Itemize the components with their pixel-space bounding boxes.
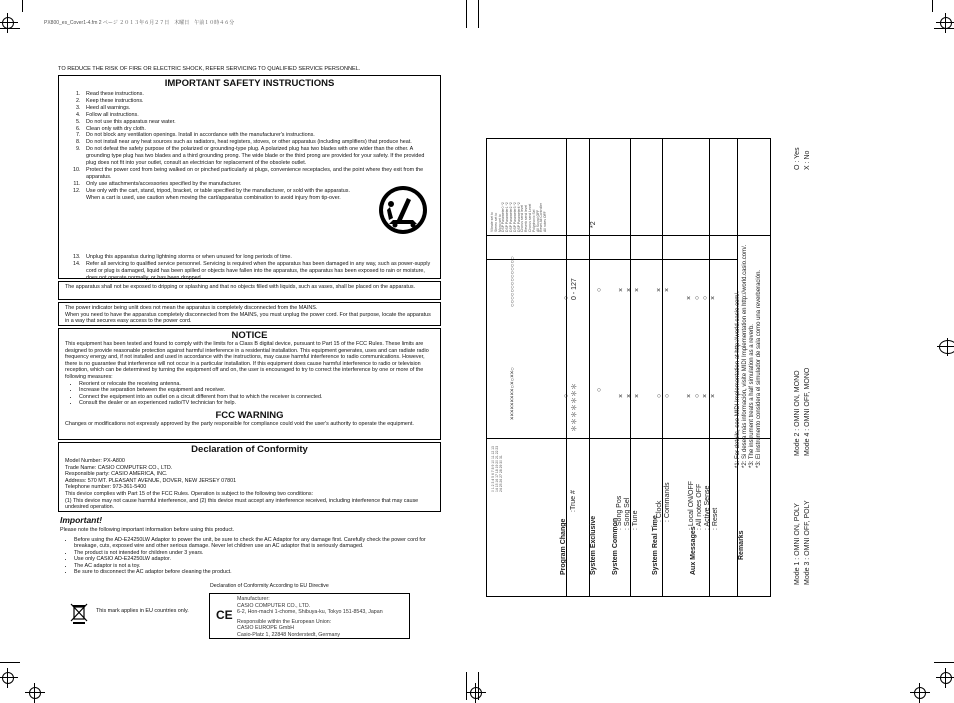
legend-yes: O : Yes [794,147,801,170]
safety-item: 12. Use only with the cart, stand, tripod, bracket, or table specified by the manufacturer, or sold with the apparatus. When a cart is used, use caution when moving the cart/apparatus combination to avoid injury from tip-over. [82,188,434,202]
safety-item: 4. Follow all instructions. [82,112,434,119]
midi-tx-common: × × × [618,393,641,398]
eu-heading: Declaration of Conformity According to EU Directive [210,583,329,589]
midi-tx-program: ○ [563,393,570,398]
crop-mark-bottom-inner-left [25,683,45,703]
power-indicator-box [58,302,441,326]
important-bullet: • Before using the AD-E24250LW Adaptor to power the unit, be sure to check the AC Adaptor for any damage first. Carefully check the power cord for breakage, cuts, exposed wire and other serious damage. Never let children use an AC adaptor that is seriously damaged. [74,537,441,550]
crossed-bin-icon [70,603,88,625]
safety-item: 2. Keep these instructions. [82,98,434,105]
safety-instructions-box [58,75,441,279]
declaration-title: Declaration of Conformity [191,444,308,455]
midi-rx-realtime: × × [656,287,671,292]
registration-mark-right [939,340,954,354]
midi-tx-realtime: ○ ○ [656,393,671,398]
safety-item: 3. Heed all warnings. [82,105,434,112]
midi-rx-sysex: ○ [596,287,603,292]
midi-remark-2: *2: Si desea más información, visite MIDI Implementation en http://world.casio.com/. [742,244,748,468]
declaration-line: Model Number: PX-A800 [65,458,125,464]
safety-title: IMPORTANT SAFETY INSTRUCTIONS [164,78,335,89]
safety-item: 14. Refer all servicing to qualified service personnel. Servicing is required when the apparatus has been damaged in any way, such as power-supply cord or plug is damaged, liquid has been spilled or objects have fallen into the apparatus, the apparatus has been exposed to rain or moisture, does not operate normally, or has been dropped. [82,261,434,282]
weee-area [62,593,202,631]
crop-mark-bottom-right [936,668,954,688]
trim-line [22,0,23,12]
safety-item: 7. Do not block any ventilation openings. Install in accordance with the manufacturer's instructions. [82,132,434,139]
declaration-line: Trade Name: CASIO COMPUTER CO., LTD. [65,464,173,471]
responsible-label: Responsible within the European Union: [237,618,332,625]
important-bullet: • Be sure to disconnect the AC adaptor before cleaning the product. [74,569,441,576]
safety-item: 5. Do not use this apparatus near water. [82,119,434,126]
midi-label-system-exclusive: System Exclusive [590,515,597,575]
midi-label-system-common: System Common [612,517,619,575]
trim-line [478,0,479,28]
notice-bullets [65,381,434,407]
responsible-address: Casio-Platz 1, 22848 Norderstedt, Germany [237,631,341,638]
mode-4: Mode 4 : OMNI OFF, MONO [804,367,811,456]
safety-item: 13. Unplug this apparatus during lightning storms or when unused for long periods of time. [82,254,434,261]
mode-1: Mode 1 : OMNI ON, POLY [794,503,801,585]
trim-line [466,0,467,28]
midi-label-aux-messages: Aux Messages [690,526,697,575]
midi-rx-aux: × ○ ○ × [686,295,717,300]
safety-item: 8. Do not install near any heat sources such as radiators, heat registers, stoves, or other apparatus (including amplifiers) that produce heat. [82,139,434,146]
safety-item: 1. Read these instructions. [82,91,434,98]
weee-text: This mark applies in EU countries only. [96,608,189,614]
important-bullet: • The product is not intended for children under 3 years. [74,550,441,557]
power-indicator-line-2: When you need to have the apparatus completely disconnected from the MAINS, you must unplug the power cord. For that purpose, locate the apparatus in a way that secures easy access to the power cord. [65,311,431,325]
midi-rx-controls: ○○○○○○○○○○○○○○ [510,256,516,307]
midi-tx-sysex: ○ [596,387,603,392]
midi-divider [487,235,770,236]
midi-star-2: *2 [590,221,597,228]
power-indicator-line-1: The power indicator being unlit does not mean the apparatus is completely disconnected from the MAINS. [65,305,318,311]
trim-line [0,662,20,663]
crop-mark-top-left [0,13,18,33]
ce-mark: CE [216,608,233,622]
important-intro: Please note the following important information before using this product. [60,527,235,533]
midi-row-line [662,139,663,596]
midi-rx-program: ○ 0 - 127 [563,278,578,300]
crop-mark-bottom-center [466,683,486,703]
safety-list-continued [65,254,434,282]
declaration-lines [65,458,434,511]
top-warning: TO REDUCE THE RISK OF FIRE OR ELECTRIC SHOCK, REFER SERVICING TO QUALIFIED SERVICE PERSONNEL. [58,66,361,72]
midi-rx-common: × × × [618,287,641,292]
trim-line [478,672,479,700]
important-bullets [60,537,441,576]
midi-label-remarks: Remarks [738,530,745,560]
safety-item: 6. Clean only with dry cloth. [82,126,434,133]
important-bullet: • Use only CASIO AD-E24250LW adaptor. [74,556,441,563]
dripping-text: The apparatus shall not be exposed to dripping or splashing and that no objects filled with liquids, such as vases, shall be placed on the apparatus. [65,284,416,290]
midi-tx-controls: ×××××××××○×○××○ [510,367,516,420]
midi-sub-true: :True # [570,490,577,512]
dripping-box [58,281,441,300]
manufacturer-label: Manufacturer: [237,596,270,602]
legend-no: X : No [804,150,811,170]
important-section [60,515,441,576]
midi-label-system-real-time: System Real Time [652,515,659,575]
midi-tx-aux: × ○ × × [686,393,717,398]
trim-line [934,28,954,29]
notice-bullet: • Increase the separation between the equipment and receiver. [79,387,434,394]
eu-manufacturer-text [237,596,383,639]
midi-controller-numbers: 0 1 2 3 4 5 6 7 8 9 10 11 12 13 14 15 16 17 18 19 20 21 22 23 24 25 26 27 28 29 30 31 [491,445,503,492]
cart-warning-icon [377,184,435,236]
notice-bullet: • Reorient or relocate the receiving antenna. [79,381,434,388]
safety-item: 10. Protect the power cord from being walked on or pinched particularly at plugs, convenience receptacles, and the point where they exit from the apparatus. [82,167,434,181]
fcc-title: FCC WARNING [215,409,284,421]
crop-mark-top-right [936,13,954,33]
eu-manufacturer-box [209,593,410,639]
declaration-line: Telephone number: 973-361-5400 [65,484,147,491]
important-bullet: • The AC adaptor is not a toy. [74,563,441,570]
important-title: Important! [60,515,103,525]
trim-line [466,672,467,700]
midi-remark-3: *3: The instrument treats a half simulation as a reverb. [749,324,755,468]
midi-label-program-change: Program Change [560,518,567,575]
midi-controller-names: Vibrate set to Stereo set to Mono set to DSP Parameter0 *2 DSP Parameter1 *2 DSP Parameter2 *2 DSP Parameter3 *2 DSP Parameter4 *2 Chorus send level Reverb send level Chorus send Level Polyphonic Sel All Sound OFF Reset All Controller All notes OFF [490,202,548,232]
manufacturer-address: 6-2, Hon-machi 1-chome, Shibuya-ku, Tokyo 151-8543, Japan [237,609,383,616]
mode-2: Mode 2 : OMNI ON, MONO [794,370,801,456]
notice-bullet: • Consult the dealer or an experienced radio/TV technician for help. [79,400,434,407]
notice-body: This equipment has been tested and found to comply with the limits for a Class B digital device, pursuant to Part 15 of the FCC Rules. These limits are designed to provide reasonable protection against harmful interference in a residential installation. This equipment generates, uses and can radiate radio frequency energy and, if not installed and used in accordance with the instructions, may cause harmful interference to radio communications. However, there is no guarantee that interference will not occur in a particular installation. If this equipment does cause harmful interference to radio or television reception, which can be determined by turning the equipment off and on, the user is encouraged to try to correct the interference by one or more of the following measures: [65,341,429,380]
midi-tx-program-stars: ＊＊＊＊＊＊＊ [571,383,578,432]
midi-sub-aux: : Local ON/OFF : All notes OFF : Active Sense : Reset [688,480,719,530]
fcc-body: Changes or modifications not expressly approved by the party responsible for compliance could void the user's authority to operate the equipment. [65,420,414,427]
manufacturer-name: CASIO COMPUTER CO., LTD. [237,602,311,609]
crop-mark-bottom-left [0,668,18,688]
trim-line [932,0,933,12]
declaration-line: Address: 570 MT. PLEASANT AVENUE, DOVER, NEW JERSEY 07801 [65,477,237,484]
safety-item: 9. Do not defeat the safety purpose of the polarized or grounding-type plug. A polarized plug has two blades with one wider than the other. A grounding type plug has two blades and a third grounding prong. The wide blade or the third prong are provided for your safety. If the provided plug does not fit into your outlet, consult an electrician for replacement of the obsolete outlet. [82,146,434,167]
trim-line [934,662,954,663]
safety-item: 11. Only use attachments/accessories specified by the manufacturer. [82,181,434,188]
declaration-line: This device complies with Part 15 of the FCC Rules. Operation is subject to the following two conditions: [65,490,314,497]
midi-sub-system-common: : Song Pos : Song Sel : Tune [616,495,639,530]
notice-bullet: • Connect the equipment into an outlet on a circuit different from that to which the receiver is connected. [79,394,434,401]
midi-divider [487,438,770,439]
declaration-box [58,442,441,512]
crop-mark-bottom-inner-right [910,683,930,703]
declaration-line: Responsible party: CASIO AMERICA, INC. [65,471,168,478]
print-header: PX800_es_Cover1-4.fm 2 ページ ２０１３年６月２７日 木曜日 午前１０時４６分 [44,20,235,26]
midi-remark-4: *3: El instrumento considera el simulador de sala como una reverberación. [756,269,762,468]
notice-box [58,328,441,440]
midi-remark-1: *1: For details, see MIDI Implementation at http://world.casio.com/. [735,291,741,468]
responsible-name: CASIO EUROPE GmbH [237,625,295,632]
midi-sub-real-time: : Clock : Commands [656,482,671,522]
mode-3: Mode 3 : OMNI OFF, POLY [804,500,811,585]
declaration-line: (1) This device may not cause harmful interference, and (2) this device must accept any interference received, including interference that may cause undesired operation. [65,497,419,511]
notice-title: NOTICE [231,330,268,341]
midi-divider [487,259,737,260]
trim-line [0,28,20,29]
